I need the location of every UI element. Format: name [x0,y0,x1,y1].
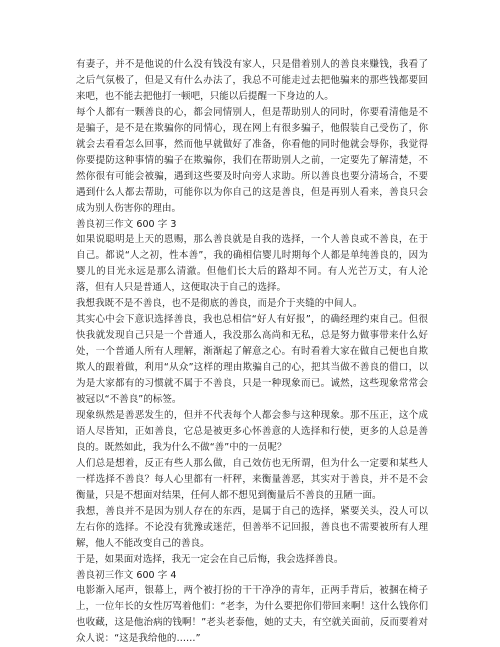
document-body [76,57,428,647]
paragraph: 其实心中会下意识选择善良，我也总相信“好人有好报”，的确经理约束自己。但很快我就发现自己只是一个普通人，我没那么高尚和无私，总是努力做事带来什么好处，一个普通人所有人理解，渐渐起了解意之心。有时看着大家在做自己便也自欺欺人的跟着做，利用“从众”这样的理由欺骗自己的心，把其当做不善良的借口，以为是大家都有的习惯就不属于不善良，只是一种现象而已。诚然，这些现象常常会被冠以“不善良”的标签。 [76,314,428,406]
paragraph: 有妻子，并不是他说的什么没有钱没有家人，只是借着别人的善良来赚钱，我看了之后气氛极了，但是又有什么办法了，我总不可能走过去把他骗来的那些钱都要回来吧，也不能去把他打一顿吧，只能以后提醒一下身边的人。 [76,59,428,102]
section-heading: 善良初三作文 600 字 3 [76,218,177,230]
paragraph: 电影渐入尾声，银幕上，两个被打扮的干干净净的青年，正两手背后，被捆在椅子上，一位年长的女性厉骂着他们：“老李，为什么要把你们带回来啊！这什么钱你们也收藏，这是他治病的钱啊！”老头老泰他，她的丈夫，有空就关面前，反而要着对众人说：“这是我给他的……” [76,585,428,645]
paragraph: 人们总是想着，反正有些人那么做，自己效仿也无所谓，但为什么一定要和某些人一样选择不善良？每人心里都有一杆秤，来衡量善恶，其实对于善良，并不是不会衡量，只是不想面对结果，任何人都不想见到衡量后不善良的丑陋一面。 [76,457,428,501]
section-heading: 善良初三作文 600 字 4 [76,569,177,581]
paragraph: 每个人都有一颗善良的心，都会同情别人，但是帮助别人的同时，你要看清他是不是骗子，是不是在欺骗你的同情心，现在网上有很多骗子，他假装自己受伤了，你就会去看看怎么回事，然而他早就做好了准备，你看他的同时他就会辱你，我觉得你要提防这种事情的骗子在欺骗你，我们在帮助别人之前，一定要先了解清楚，不然你很有可能会被骗，遇到这些要及时向旁人求助。所以善良也要分清场合，不要遇到什么人都去帮助，可能你以为你自己的这是善良，但是再别人看来，善良只会成为别人伤害你的理由。 [76,106,428,214]
paragraph: 如果说聪明是上天的恩赐，那么善良就是自我的选择，一个人善良或不善良，在于自己。都说“人之初，性本善”，我的确相信婴儿时期每个人都是单纯善良的，因为婴儿的目光永远是那么清澈。但他们长大后的路却不同。有人光芒万丈，有人沦落，但有人只是普通人，这便取决于自己的选择。 [76,234,428,294]
paragraph: 现象纵然是善恶发生的，但并不代表每个人都会参与这种现象。那不压正，这个成语人尽皆知，正如善良，它总是被更多心怀善意的人选择和行使，更多的人总是善良的。既然如此，我为什么不做“善”中的一员呢？ [76,409,428,453]
paragraph: 于是，如果面对选择，我无一定会在自己后悔，我会选择善良。 [76,553,344,565]
paragraph: 我想，善良并不是因为别人存在的东西，是属于自己的选择，紧要关头，没人可以左右你的选择。不论没有犹豫或迷茫，但善举不记回报，善良也不需要被所有人理解，他人不能改变自己的善良。 [76,505,428,549]
paragraph: 我想我既不是不善良，也不是彻底的善良，而是介于夹缝的中间人。 [76,298,363,310]
